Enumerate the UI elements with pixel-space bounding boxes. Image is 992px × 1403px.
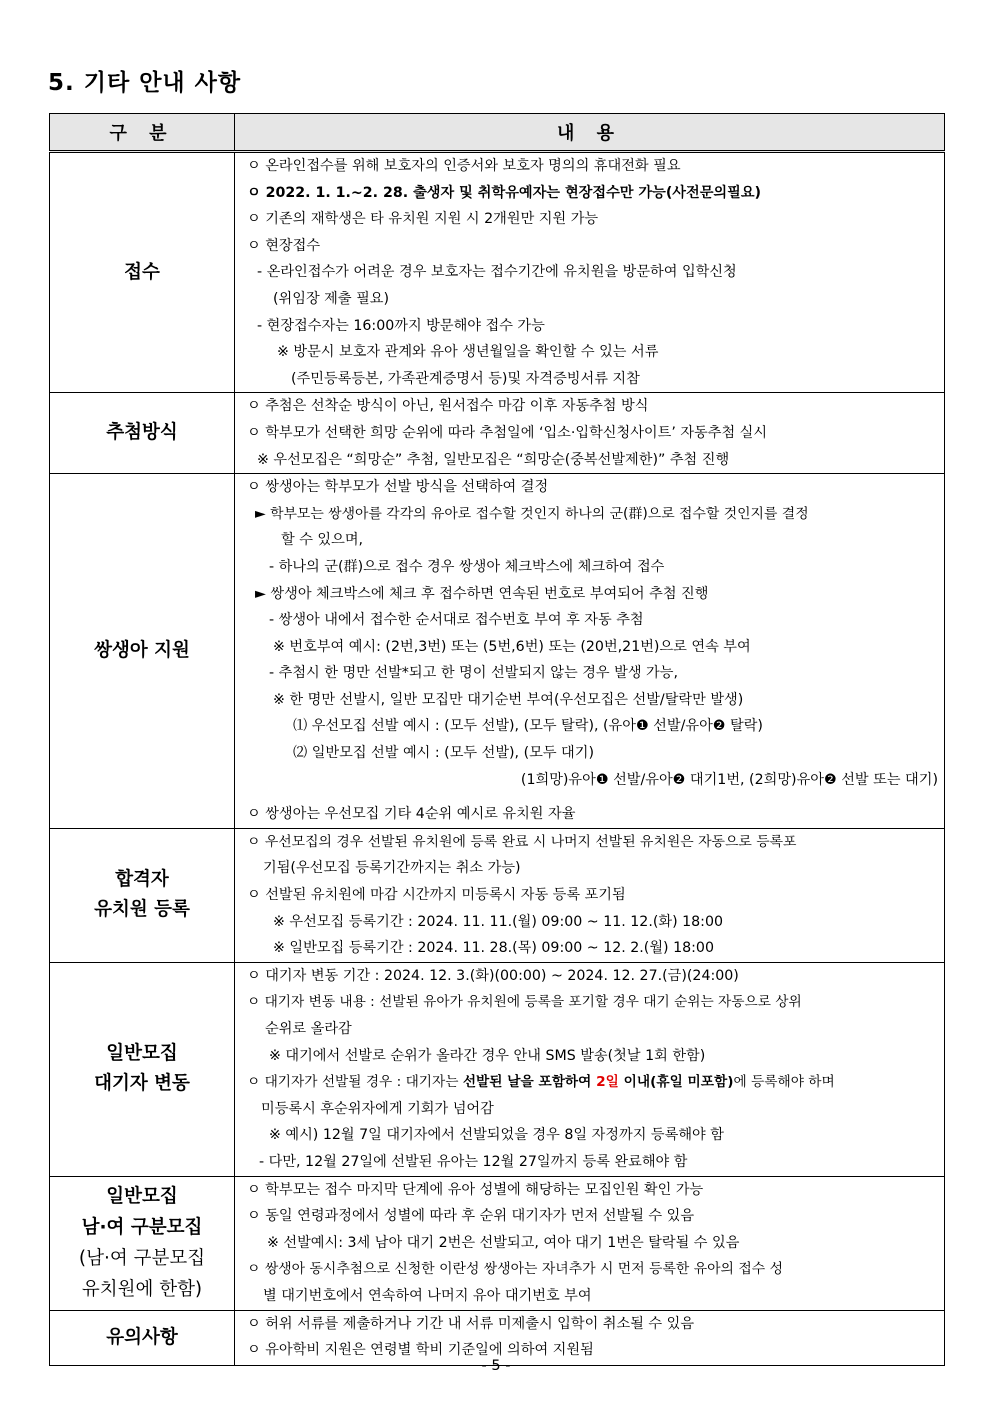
list-item: - 쌍생아 내에서 접수한 순서대로 접수번호 부여 후 자동 추첨	[269, 612, 644, 629]
list-item: ㅇ 쌍생아는 학부모가 선발 방식을 선택하여 결정	[247, 479, 549, 496]
row-content	[235, 152, 945, 393]
table-row	[50, 1176, 945, 1310]
row-content	[235, 393, 945, 474]
row-category	[50, 393, 235, 474]
row-category	[50, 962, 235, 1176]
row-content	[235, 474, 945, 829]
table-row	[50, 474, 945, 829]
row-category	[50, 1176, 235, 1310]
table-row	[50, 828, 945, 962]
category-label: 일반모집	[106, 1186, 178, 1208]
list-item: ※ 방문시 보호자 관계와 유아 생년월일을 확인할 수 있는 서류	[277, 344, 659, 361]
table-row	[50, 393, 945, 474]
list-item: (주민등록등본, 가족관계증명서 등)및 자격증빙서류 지참	[291, 370, 640, 387]
list-item: ㅇ 선발된 유치원에 마감 시간까지 미등록시 자동 등록 포기됨	[247, 887, 626, 904]
list-item: ㅇ 학부모는 접수 마지막 단계에 유아 성별에 해당하는 모집인원 확인 가능	[247, 1181, 704, 1198]
table-row	[50, 1310, 945, 1365]
list-item: ※ 대기에서 선발로 순위가 올라간 경우 안내 SMS 발송(첫날 1회 한함)	[269, 1047, 706, 1064]
list-item: ㅇ 쌍생아는 우선모집 기타 4순위 예시로 유치원 자율	[247, 806, 576, 823]
list-item: ※ 예시) 12월 7일 대기자에서 선발되었을 경우 8일 자정까지 등록해야 함	[269, 1127, 724, 1144]
section-title: 5. 기타 안내 사항	[48, 70, 242, 96]
list-item: ㅇ 대기자가 선발될 경우 : 대기자는 선발된 날을 포함하여 2일 이내(휴일 미포함)에 등록해야 하며	[247, 1074, 835, 1091]
list-item: 기됨(우선모집 등록기간까지는 취소 가능)	[263, 860, 521, 877]
row-category	[50, 1310, 235, 1365]
list-item: (1희망)유아❶ 선발/유아❷ 대기1번, (2희망)유아❷ 선발 또는 대기)	[520, 771, 938, 788]
row-content	[235, 1176, 945, 1310]
list-item: - 다만, 12월 27일에 선발된 유아는 12월 27일까지 등록 완료해야 함	[259, 1153, 688, 1170]
list-item: ※ 한 명만 선발시, 일반 모집만 대기순번 부여(우선모집은 선발/탈락만 발생)	[273, 691, 744, 708]
list-item: ※ 우선모집은 “희망순” 추첨, 일반모집은 “희망순(중복선발제한)” 추첨 진행	[257, 451, 730, 468]
list-item: ⑴ 우선모집 선발 예시 : (모두 선발), (모두 탈락), (유아❶ 선발/유아❷ 탈락)	[293, 718, 763, 735]
row-content	[235, 828, 945, 962]
list-item: ㅇ 우선모집의 경우 선발된 유치원에 등록 완료 시 나머지 선발된 유치원은 자동으로 등록포	[247, 833, 797, 850]
row-content	[235, 962, 945, 1176]
header-category: 구 분	[50, 114, 235, 152]
category-label: 남·여 구분모집	[81, 1217, 203, 1239]
list-item: - 온라인접수가 어려운 경우 보호자는 접수기간에 유치원을 방문하여 입학신청	[257, 264, 737, 281]
list-item: ㅇ 유아학비 지원은 연령별 학비 기준일에 의하여 지원됨	[247, 1342, 594, 1359]
list-item: ㅇ 허위 서류를 제출하거나 기간 내 서류 미제출시 입학이 취소될 수 있음	[247, 1315, 695, 1332]
table-row	[50, 962, 945, 1176]
list-item: ► 학부모는 쌍생아를 각각의 유아로 접수할 것인지 하나의 군(群)으로 접수할 것인지를 결정	[255, 505, 809, 522]
list-item: ※ 선발예시: 3세 남아 대기 2번은 선발되고, 여아 대기 1번은 탈락될 수 있음	[267, 1234, 740, 1251]
page-number: - 5 -	[481, 1358, 511, 1374]
category-label: 일반모집	[106, 1043, 178, 1065]
list-item: ㅇ 온라인접수를 위해 보호자의 인증서와 보호자 명의의 휴대전화 필요	[247, 158, 681, 174]
list-item: - 현장접수자는 16:00까지 방문해야 접수 가능	[257, 317, 545, 334]
row-category	[50, 474, 235, 829]
list-item: - 추첨시 한 명만 선발*되고 한 명이 선발되지 않는 경우 발생 가능,	[269, 665, 678, 682]
row-category	[50, 828, 235, 962]
row-content	[235, 1310, 945, 1365]
list-item: ㅇ 학부모가 선택한 희망 순위에 따라 추첨일에 ‘입소·입학신청사이트’ 자동추첨 실시	[247, 424, 768, 441]
list-item: 별 대기번호에서 연속하여 나머지 유아 대기번호 부여	[263, 1287, 592, 1304]
list-item: ㅇ 2022. 1. 1.~2. 28. 출생자 및 취학유예자는 현장접수만 가능(사전문의필요)	[247, 184, 762, 201]
list-item: - 하나의 군(群)으로 접수 경우 쌍생아 체크박스에 체크하여 접수	[269, 558, 665, 575]
table-row	[50, 152, 945, 393]
list-item: ㅇ 기존의 재학생은 타 유치원 지원 시 2개원만 지원 가능	[247, 211, 599, 228]
list-item: ㅇ 쌍생아 동시추첨으로 신청한 이란성 쌍생아는 자녀추가 시 먼저 등록한 유아의 접수 성	[247, 1261, 784, 1278]
category-label: 유치원 등록	[94, 899, 190, 921]
list-item: ※ 우선모집 등록기간 : 2024. 11. 11.(월) 09:00 ~ 11. 12.(화) 18:00	[273, 913, 723, 930]
list-item: ㅇ 추첨은 선착순 방식이 아닌, 원서접수 마감 이후 자동추첨 방식	[247, 398, 649, 415]
category-label: 쌍생아 지원	[94, 639, 190, 661]
category-label: 유의사항	[106, 1326, 178, 1348]
row-category	[50, 152, 235, 393]
category-label: 대기자 변동	[94, 1073, 190, 1095]
list-item: 미등록시 후순위자에게 기회가 넘어감	[261, 1100, 494, 1117]
list-item: 할 수 있으며,	[281, 532, 364, 549]
list-item: ㅇ 현장접수	[247, 237, 321, 254]
list-item: ► 쌍생아 체크박스에 체크 후 접수하면 연속된 번호로 부여되어 추첨 진행	[255, 585, 709, 602]
category-label: 합격자	[115, 869, 169, 891]
category-label: 접수	[124, 261, 160, 283]
list-item: ※ 번호부여 예시: (2번,3번) 또는 (5번,6번) 또는 (20번,21번)으로 연속 부여	[273, 638, 751, 655]
category-note: 유치원에 한함)	[81, 1279, 203, 1301]
list-item: (위임장 제출 필요)	[273, 290, 390, 307]
list-item: ㅇ 동일 연령과정에서 성별에 따라 후 순위 대기자가 먼저 선발될 수 있음	[247, 1208, 695, 1225]
table-header-row	[50, 114, 945, 152]
list-item: ※ 일반모집 등록기간 : 2024. 11. 28.(목) 09:00 ~ 12. 2.(월) 18:00	[273, 940, 714, 957]
info-table	[49, 113, 945, 1366]
list-item: ㅇ 대기자 변동 기간 : 2024. 12. 3.(화)(00:00) ~ 2024. 12. 27.(금)(24:00)	[247, 967, 739, 984]
list-item: 순위로 올라감	[265, 1021, 352, 1037]
category-label: 추첨방식	[106, 422, 178, 444]
list-item: ㅇ 대기자 변동 내용 : 선발된 유아가 유치원에 등록을 포기할 경우 대기 순위는 자동으로 상위	[247, 994, 802, 1011]
list-item: ⑵ 일반모집 선발 예시 : (모두 선발), (모두 대기)	[293, 745, 594, 762]
category-note: (남·여 구분모집	[78, 1248, 206, 1270]
header-content: 내 용	[235, 114, 945, 152]
